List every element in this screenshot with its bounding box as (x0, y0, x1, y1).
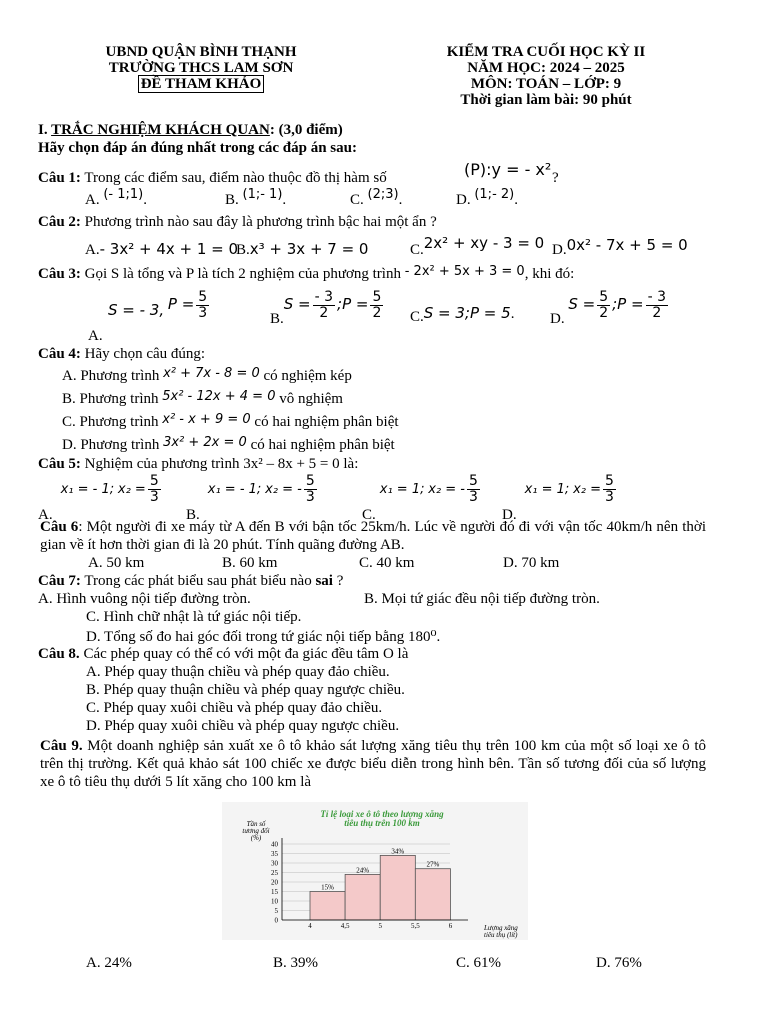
question-2: Câu 2: Phương trình nào sau đây là phương trình bậc hai một ẩn ? (38, 214, 437, 230)
histogram-bar (310, 892, 345, 921)
y-tick-label: 20 (271, 878, 278, 887)
chart-title-line-1: Tỉ lệ loại xe ô tô theo lượng xăng (320, 809, 444, 819)
x-axis-label-1: Lượng xăng (484, 924, 518, 932)
question-1: Câu 1: Trong các điểm sau, điểm nào thuộc đồ thị hàm số (38, 170, 387, 186)
header-right (415, 44, 677, 109)
q5-option-d[interactable]: D.x₁ = 1; x₂ = $\frac{5}{3}$ (502, 473, 614, 523)
q4-option-c[interactable]: C. Phương trình x² - x + 9 = 0 có hai nghiệm phân biệt (62, 412, 399, 430)
x-axis-label-2: tiêu thụ (lít) (484, 931, 518, 939)
q9-option-b[interactable]: B. 39% (273, 955, 318, 971)
q5-option-c[interactable]: C.x₁ = 1; x₂ = - $\frac{5}{3}$ (362, 473, 478, 523)
y-tick-label: 0 (274, 916, 278, 925)
bar-value-label: 34% (391, 847, 405, 856)
q2-option-d[interactable]: D.0x² - 7x + 5 = 0 (552, 236, 688, 258)
question-9: Câu 9. Một doanh nghiệp sản xuất xe ô tô khảo sát lượng xăng tiêu thụ trên 100 km của một số loại xe ô tô trên thị trường. Kết quả khảo sát 100 chiếc xe được biểu diễn trong hình bên. Tần số tương đối của số lượng xe ô tô tiêu thụ dưới 5 lít xăng cho 100 km là (40, 738, 706, 790)
q3-option-c[interactable]: C.S = 3;P = 5. (410, 304, 515, 325)
x-tick-label: 6 (448, 922, 453, 930)
question-4: Câu 4: Hãy chọn câu đúng: (38, 346, 206, 362)
y-axis-label-1: Tần số (246, 820, 266, 828)
section-title: TRẮC NGHIỆM KHÁCH QUAN (51, 122, 270, 138)
q1-option-d[interactable]: D. (1;- 2). (456, 187, 518, 208)
q2-option-a[interactable]: A.- 3x² + 4x + 1 = 0 (85, 240, 239, 258)
time-limit: Thời gian làm bài: 90 phút (460, 92, 632, 108)
q7-option-d[interactable]: D. Tổng số đo hai góc đối trong tứ giác nội tiếp bằng 180⁰. (86, 629, 441, 645)
histogram-bar (345, 874, 380, 920)
fuel-consumption-chart (222, 802, 528, 940)
q7-option-a[interactable]: A. Hình vuông nội tiếp đường tròn. (38, 591, 251, 607)
q3-option-a-content[interactable]: S = - 3, P = $\frac{5}{3}$ (108, 289, 208, 321)
bar-value-label: 15% (321, 883, 334, 892)
y-tick-label: 25 (271, 869, 278, 877)
exam-title: KIỂM TRA CUỐI HỌC KỲ II (446, 44, 646, 60)
y-tick-label: 10 (271, 897, 278, 906)
chart-svg (222, 802, 528, 940)
q9-option-d[interactable]: D. 76% (596, 955, 642, 971)
q3-option-d[interactable]: D. S = $\frac{5}{2}$ ;P = $\frac{- 3}{2}$ (550, 289, 666, 327)
section-heading: I. TRẮC NGHIỆM KHÁCH QUAN: (3,0 điểm) (38, 122, 343, 138)
y-tick-label: 30 (271, 859, 278, 868)
question-8: Câu 8. Các phép quay có thể có với một đa giác đều tâm O là (38, 646, 409, 662)
q2-option-b[interactable]: B.x³ + 3x + 7 = 0 (236, 240, 369, 258)
question-6: Câu 6: Một người đi xe máy từ A đến B với bận tốc 25km/h. Lúc về người đó đi với vận tốc 40km/h nên thời gian về ít hơn thời gian đi là 20 phút. Tính quãng đường AB. (40, 519, 706, 553)
q4-option-a[interactable]: A. Phương trình x² + 7x - 8 = 0 có nghiệm kép (62, 366, 352, 384)
q1-option-b[interactable]: B. (1;- 1). (225, 187, 287, 208)
q4-option-d[interactable]: D. Phương trình 3x² + 2x = 0 có hai nghiệm phân biệt (62, 435, 395, 453)
y-tick-label: 40 (271, 840, 278, 849)
exam-type: ĐỀ THAM KHẢO (138, 75, 265, 93)
y-tick-label: 5 (274, 907, 278, 915)
q3-equation: - 2x² + 5x + 3 = 0 (404, 264, 525, 279)
q8-option-b[interactable]: B. Phép quay thuận chiều và phép quay ngược chiều. (86, 682, 405, 698)
district-name: UBND QUẬN BÌNH THẠNH (105, 44, 297, 60)
q7-option-c[interactable]: C. Hình chữ nhật là tứ giác nội tiếp. (86, 609, 302, 625)
q8-option-d[interactable]: D. Phép quay xuôi chiều và phép quay ngược chiều. (86, 718, 400, 734)
bar-value-label: 24% (356, 866, 370, 875)
q1-option-a[interactable]: A. (- 1;1). (85, 187, 147, 208)
q5-option-b[interactable]: B.x₁ = - 1; x₂ = - $\frac{5}{3}$ (186, 473, 315, 523)
q6-option-c[interactable]: C. 40 km (359, 555, 415, 571)
q8-option-c[interactable]: C. Phép quay xuôi chiều và phép quay đảo chiều. (86, 700, 383, 716)
section-instruction: Hãy chọn đáp án đúng nhất trong các đáp án sau: (38, 140, 357, 156)
x-tick-label: 4 (308, 922, 312, 930)
y-axis-label-2: tương đối (242, 827, 270, 835)
q3-option-a[interactable]: A. (88, 328, 103, 344)
question-5: Câu 5: Nghiệm của phương trình 3x² – 8x + 5 = 0 là: (38, 456, 359, 472)
q5-option-a[interactable]: A.x₁ = - 1; x₂ = $\frac{5}{3}$ (38, 473, 159, 523)
x-tick-label: 4,5 (340, 922, 350, 930)
q9-option-c[interactable]: C. 61% (456, 955, 501, 971)
q6-option-b[interactable]: B. 60 km (222, 555, 278, 571)
bar-value-label: 27% (426, 860, 440, 869)
q6-option-a[interactable]: A. 50 km (88, 555, 145, 571)
x-tick-label: 5,5 (410, 922, 420, 930)
q4-option-b[interactable]: B. Phương trình 5x² - 12x + 4 = 0 vô nghiệm (62, 389, 343, 407)
subject-grade: MÔN: TOÁN – LỚP: 9 (470, 76, 622, 92)
header-left (70, 44, 332, 93)
y-tick-label: 15 (271, 888, 278, 896)
q8-option-a[interactable]: A. Phép quay thuận chiều và phép quay đảo chiều. (86, 664, 390, 680)
question-3: Câu 3: Gọi S là tổng và P là tích 2 nghiệm của phương trình - 2x² + 5x + 3 = 0, khi đó: (38, 264, 575, 282)
q1-option-c[interactable]: C. (2;3). (350, 187, 403, 208)
q1-function: (P):y = - x² (464, 160, 552, 179)
q7-option-b[interactable]: B. Mọi tứ giác đều nội tiếp đường tròn. (364, 591, 600, 607)
histogram-bar (415, 869, 450, 920)
school-year: NĂM HỌC: 2024 – 2025 (467, 60, 625, 76)
y-tick-label: 35 (271, 850, 278, 858)
histogram-bar (380, 855, 415, 920)
chart-title-line-2: tiêu thụ trên 100 km (344, 818, 420, 828)
y-axis-label-3: (%) (250, 834, 262, 842)
q3-option-b[interactable]: B.S = $\frac{- 3}{2}$ ;P = $\frac{5}{2}$ (270, 289, 382, 327)
q6-option-d[interactable]: D. 70 km (503, 555, 560, 571)
q2-option-c[interactable]: C.2x² + xy - 3 = 0 (410, 234, 545, 258)
x-tick-label: 5 (378, 922, 382, 930)
question-7: Câu 7: Trong các phát biểu sau phát biểu nào sai ? (38, 573, 344, 589)
q9-option-a[interactable]: A. 24% (86, 955, 132, 971)
school-name: TRƯỜNG THCS LAM SƠN (108, 60, 294, 76)
